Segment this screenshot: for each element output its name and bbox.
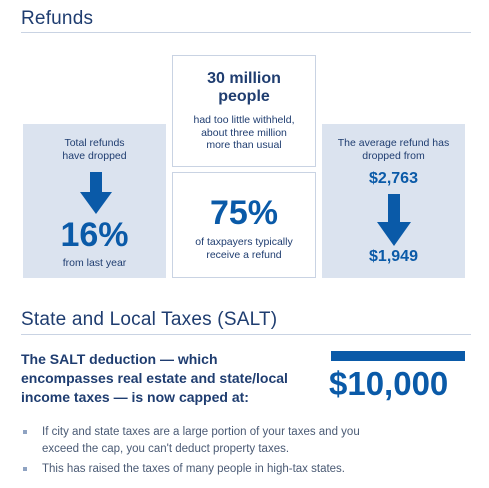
average-refund-from: $2,763	[369, 170, 418, 187]
salt-divider	[21, 334, 471, 335]
refunds-divider	[21, 32, 471, 33]
total-refunds-card	[23, 124, 166, 278]
cap-accent-bar	[331, 351, 465, 361]
average-refund-to: $1,949	[369, 248, 418, 265]
typical-refund-text	[173, 236, 315, 261]
text-line: more than usual	[206, 139, 282, 151]
text-line: of taxpayers typically	[195, 236, 293, 248]
bullet-line: exceed the cap, you can't deduct property taxes.	[42, 443, 290, 455]
bullet-square	[23, 467, 27, 471]
average-refund-caption	[322, 137, 465, 162]
bullet-line: If city and state taxes are a large portion of your taxes and you	[42, 426, 360, 438]
salt-cap-amount: $10,000	[329, 365, 449, 402]
total-refunds-caption	[23, 137, 166, 162]
text-line: about three million	[201, 126, 287, 139]
caption-line: Total refunds	[64, 137, 125, 149]
down-arrow-icon	[377, 194, 411, 246]
lead-line: The SALT deduction — which	[21, 351, 218, 367]
salt-bullet-1	[23, 424, 463, 458]
down-arrow-icon	[80, 172, 112, 214]
bullet-square	[23, 430, 27, 434]
caption-line: dropped from	[362, 149, 425, 162]
text-line: receive a refund	[206, 248, 282, 261]
lead-line: income taxes — is now capped at:	[21, 389, 249, 405]
refunds-title: Refunds	[21, 8, 94, 29]
bullet-line: This has raised the taxes of many people in high-tax states.	[42, 463, 345, 475]
refund-drop-subcaption: from last year	[62, 257, 127, 269]
withheld-headline	[173, 70, 315, 106]
caption-line: have dropped	[62, 149, 127, 162]
salt-bullet-2	[23, 461, 463, 478]
headline-line: 30 million	[207, 70, 281, 87]
withheld-text	[173, 114, 315, 152]
salt-lead-text	[21, 350, 321, 407]
withheld-card	[172, 55, 316, 167]
typical-refund-percent: 75%	[209, 194, 279, 232]
average-refund-card	[322, 124, 465, 278]
typical-refund-card	[172, 172, 316, 278]
caption-line: The average refund has	[337, 137, 450, 149]
refund-drop-percent: 16%	[60, 216, 129, 254]
text-line: had too little withheld,	[193, 114, 295, 126]
lead-line: encompasses real estate and state/local	[21, 370, 288, 386]
headline-line: people	[218, 88, 270, 105]
salt-title: State and Local Taxes (SALT)	[21, 309, 278, 330]
